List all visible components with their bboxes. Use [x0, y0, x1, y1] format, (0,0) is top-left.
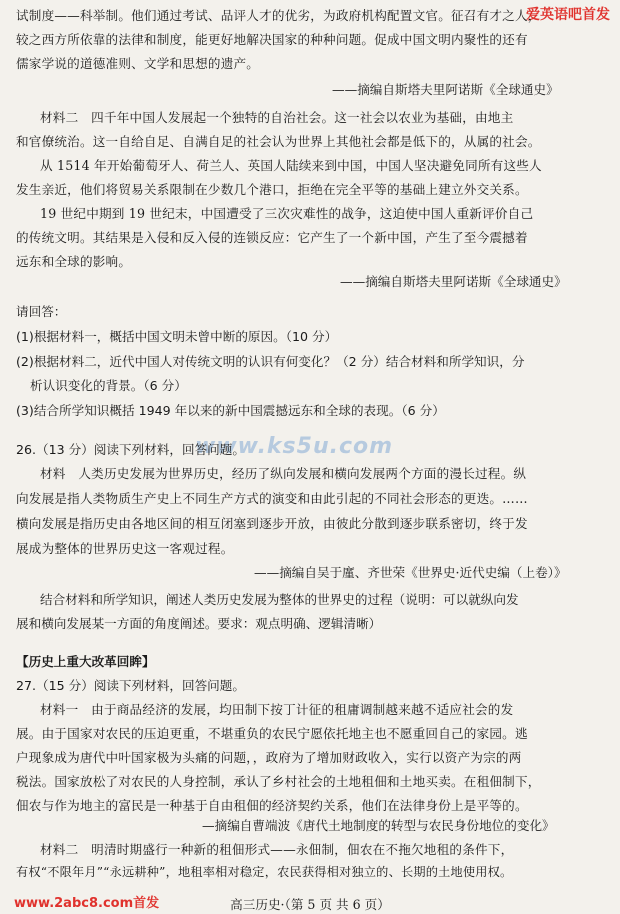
q27-mat1-source: —摘编自曹端波《唐代土地制度的转型与农民身份地位的变化》: [202, 818, 555, 833]
mat2-line-2: 和官僚统治。这一自给自足、自满自足的社会认为世界上其他社会都是低下的，从属的社会。: [16, 134, 541, 149]
mat2-line-1: 材料二 四千年中国人发展起一个独特的自治社会。这一社会以农业为基础，由地主: [40, 110, 514, 125]
q26-source: ——摘编自吴于廑、齐世荣《世界史·近代史编（上卷）》: [254, 565, 567, 580]
q26-task-1: 结合材料和所学知识，阐述人类历史发展为整体的世界史的过程（说明：可以就纵向发: [40, 592, 519, 607]
q25-item-3: (3)结合所学知识概括 1949 年以来的新中国震撼远东和全球的表现。（6 分）: [16, 403, 445, 418]
q25-item-2: (2)根据材料二，近代中国人对传统文明的认识有何变化？（2 分）结合材料和所学知识，分: [16, 354, 525, 369]
q27-mat2-line-2: 有权“不限年月”“永远耕种”，地租率相对稳定，农民获得相对独立的、长期的土地使用权。: [16, 865, 513, 879]
q27-mat2-line-1: 材料二 明清时期盛行一种新的租佃形式——永佃制，佃农在不拖欠地租的条件下，: [40, 842, 514, 857]
q26-title: 26.（13 分）阅读下列材料，回答问题。: [16, 442, 245, 457]
mat1-line-2: 较之西方所依靠的法律和制度，能更好地解决国家的种种问题。促成中国文明内聚性的还有: [16, 32, 528, 47]
q26-line-1: 材料 人类历史发展为世界历史，经历了纵向发展和横向发展两个方面的漫长过程。纵: [40, 466, 527, 481]
mat1-line-1: 试制度——科举制。他们通过考试、品评人才的优劣，为政府机构配置文官。征召有才之人，: [16, 8, 541, 23]
mat1-source: ——摘编自斯塔夫里阿诺斯《全球通史》: [332, 82, 559, 97]
q26-line-3: 横向发展是指历史由各地区间的相互闭塞到逐步开放，由彼此分散到逐步联系密切，终于发: [16, 516, 528, 531]
q27-mat1-line-4: 税法。国家放松了对农民的人身控制，承认了乡村社会的土地租佃和土地买卖。在租佃制下，: [16, 774, 541, 789]
q27-mat1-line-5: 佃农与作为地主的富民是一种基于自由租佃的经济契约关系，他们在法律身份上是平等的。: [16, 798, 528, 813]
mat1-line-3: 儒家学说的道德准则、文学和思想的遗产。: [16, 56, 260, 71]
watermark-top: 爱英语吧首发: [526, 7, 610, 23]
q27-title: 27.（15 分）阅读下列材料，回答问题。: [16, 678, 245, 693]
center-stamp: www.ks5u.com: [195, 434, 394, 459]
q27-mat1-line-1: 材料一 由于商品经济的发展，均田制下按丁计征的租庸调制越来越不适应社会的发: [40, 702, 514, 717]
q27-mat1-line-3: 户现象成为唐代中叶国家极为头痛的问题，，政府为了增加财政收入，实行以资产为宗的两: [16, 750, 522, 765]
q26-task-2: 展和横向发展某一方面的角度阐述。要求：观点明确、逻辑清晰）: [16, 616, 382, 631]
mat2-line-7: 远东和全球的影响。: [16, 254, 132, 269]
mat2-line-4: 发生亲近，他们将贸易关系限制在少数几个港口，拒绝在完全平等的基础上建立外交关系。: [16, 182, 528, 197]
mat2-line-5: 19 世纪中期到 19 世纪末，中国遭受了三次灾难性的战争，这迫使中国人重新评价自己: [40, 206, 534, 221]
mat2-line-3: 从 1514 年开始葡萄牙人、荷兰人、英国人陆续来到中国，中国人坚决避免同所有这些人: [40, 158, 542, 173]
q26-line-2: 向发展是指人类物质生产史上不同生产方式的演变和由此引起的不同社会形态的更迭。……: [16, 491, 528, 506]
mat2-source: ——摘编自斯塔夫里阿诺斯《全球通史》: [340, 274, 567, 289]
q25-item-1: (1)根据材料一，概括中国文明未曾中断的原因。（10 分）: [16, 329, 338, 344]
page-footer: 高三历史·（第 5 页 共 6 页）: [230, 897, 390, 912]
watermark-bottom: www.2abc8.com首发: [14, 896, 160, 911]
q27-mat1-line-2: 展。由于国家对农民的压迫更重，不堪重负的农民宁愿依托地主也不愿重回自己的家园。逃: [16, 726, 528, 741]
q25-prompt: 请回答：: [16, 304, 67, 319]
section-heading: 【历史上重大改革回眸】: [16, 654, 155, 669]
q26-line-4: 展成为整体的世界历史这一客观过程。: [16, 541, 234, 556]
mat2-line-6: 的传统文明。其结果是入侵和反入侵的连锁反应：它产生了一个新中国，产生了至今震撼着: [16, 230, 528, 245]
q25-item-2-cont: 析认识变化的背景。（6 分）: [30, 378, 187, 393]
